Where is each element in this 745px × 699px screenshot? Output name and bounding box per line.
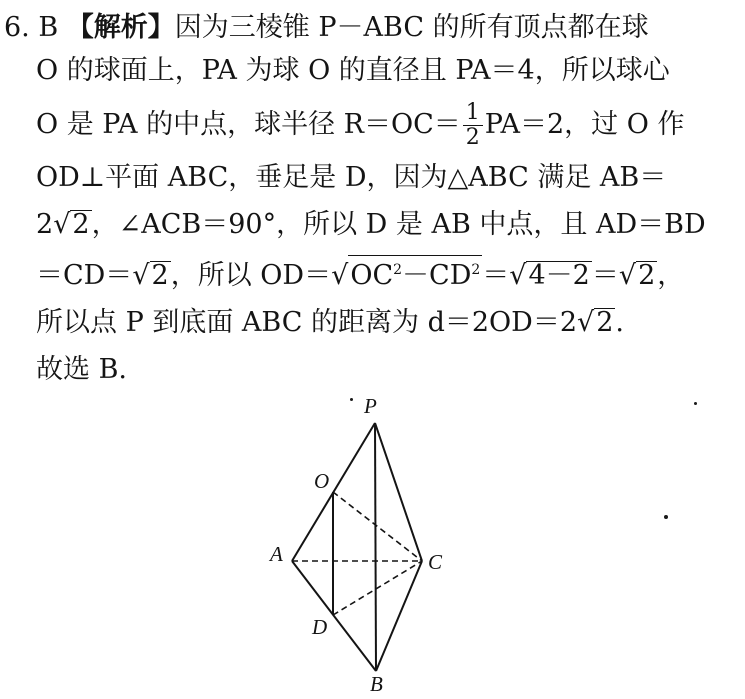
- speck-mark: [350, 398, 353, 401]
- line-3-text-a: O 是 PA 的中点，球半径 R＝OC＝: [36, 109, 461, 140]
- segment-OC-dashed: [333, 492, 422, 561]
- exponent: 2: [393, 262, 403, 278]
- fraction-denominator: 2: [465, 125, 480, 150]
- exponent: 2: [471, 262, 481, 278]
- speck-mark: [694, 402, 697, 405]
- edge-CB: [376, 561, 422, 671]
- radical-sign: √: [618, 260, 637, 291]
- radicand: 2: [72, 209, 90, 240]
- solution-line-4: [36, 160, 666, 196]
- radical-sign: √: [132, 260, 150, 291]
- solution-line-8: [36, 352, 127, 388]
- line-4-text: OD⊥平面 ABC，垂足是 D，因为△ABC 满足 AB＝: [36, 162, 667, 193]
- radical-sign: √: [331, 260, 349, 291]
- label-O: O: [314, 469, 330, 493]
- line-6-text-b: ，所以 OD＝: [170, 260, 332, 291]
- label-P: P: [364, 395, 377, 418]
- line-3-text-b: PA＝2，过 O 作: [484, 109, 685, 140]
- fraction-numerator: 1: [463, 101, 483, 126]
- radicand: 2: [151, 260, 169, 291]
- line-6-text-c: ＝: [482, 260, 510, 291]
- tetrahedron-figure: [260, 395, 460, 695]
- line-6-text-e: ，: [657, 260, 685, 291]
- sqrt-expression: [132, 258, 170, 294]
- line-7-text-a: 所以点 P 到底面 ABC 的距离为 d＝2OD＝2: [36, 307, 578, 338]
- radicand: 2: [638, 260, 656, 291]
- label-C: C: [428, 550, 443, 574]
- question-number: 6. B: [4, 12, 67, 43]
- sqrt-expression: [619, 258, 657, 294]
- segment-DC-dashed: [333, 561, 422, 615]
- label-D: D: [312, 615, 328, 639]
- radicand-part: OC: [350, 260, 394, 291]
- radicand: 2: [596, 307, 614, 338]
- line-5-coef: 2: [36, 209, 54, 240]
- solution-line-3: [36, 101, 684, 150]
- sqrt-expression: [53, 207, 91, 243]
- solution-line-6: [36, 255, 684, 294]
- solution-line-5: [36, 207, 706, 243]
- fraction-one-half: [463, 101, 483, 150]
- radical-sign: √: [53, 209, 71, 240]
- radicand-part: －CD: [402, 260, 472, 291]
- edge-PB: [375, 423, 376, 671]
- sqrt-expression: [509, 258, 592, 294]
- line-5-text: ，∠ACB＝90°，所以 D 是 AB 中点，且 AD＝BD: [91, 209, 706, 240]
- analysis-tag: 【解析】: [66, 12, 175, 43]
- radicand: [348, 255, 482, 290]
- sqrt-expression: [577, 305, 615, 341]
- label-B: B: [370, 672, 383, 695]
- solution-line-2: [36, 53, 670, 89]
- line-1-text: 因为三棱锥 P－ABC 的所有顶点都在球: [174, 12, 649, 43]
- line-7-text-b: .: [615, 307, 625, 338]
- label-A: A: [270, 542, 283, 566]
- edge-PC: [375, 423, 422, 561]
- tetrahedron-diagram: [260, 395, 460, 695]
- line-8-text: 故选 B.: [36, 354, 128, 385]
- sqrt-expression: [331, 255, 482, 294]
- solution-line-1: [4, 10, 649, 46]
- solution-line-7: [36, 305, 624, 341]
- radical-sign: √: [577, 307, 595, 338]
- speck-mark: [664, 515, 668, 519]
- line-2-text: O 的球面上，PA 为球 O 的直径且 PA＝4，所以球心: [36, 55, 670, 86]
- line-6-text-d: ＝: [591, 260, 619, 291]
- radical-sign: √: [509, 260, 527, 291]
- line-6-text-a: ＝CD＝: [36, 260, 133, 291]
- radicand: 4－2: [528, 260, 590, 291]
